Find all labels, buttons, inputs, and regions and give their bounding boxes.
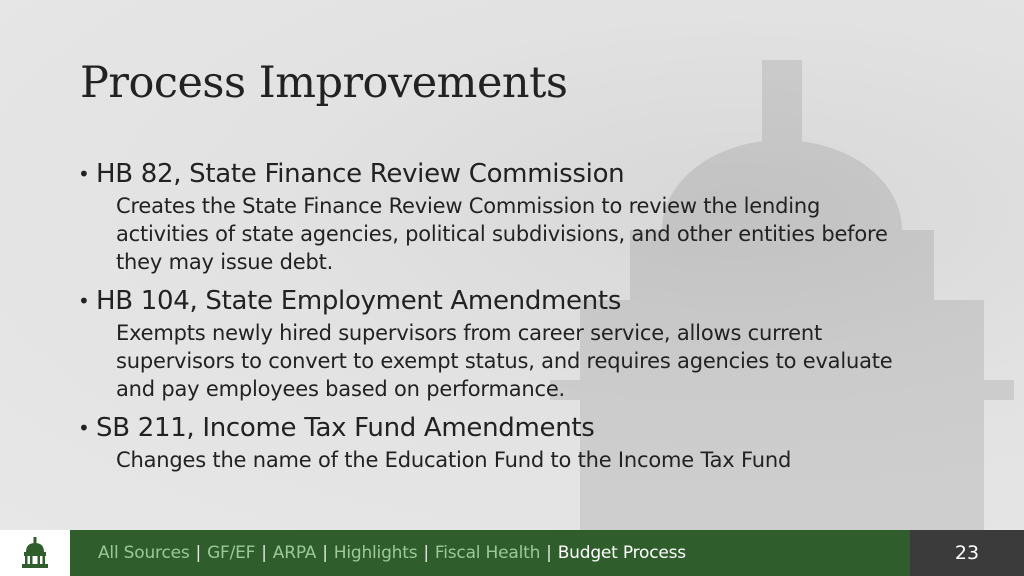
- bullet-title: HB 104, State Employment Amendments: [96, 286, 622, 316]
- nav-separator: |: [322, 543, 328, 563]
- bullet-item: [78, 284, 958, 403]
- bullet-description: Creates the State Finance Review Commission to review the lending activities of state agencies, political subdivisions, and other entities before they may issue debt.: [116, 194, 888, 274]
- footer-nav: [98, 543, 910, 563]
- bullet-description: Exempts newly hired supervisors from career service, allows current supervisors to convert to exempt status, and requires agencies to evaluate and pay employees based on performance.: [116, 321, 893, 401]
- logo: [0, 530, 70, 576]
- nav-separator: |: [261, 543, 267, 563]
- nav-link-arpa[interactable]: ARPA: [272, 543, 317, 563]
- nav-link-highlights[interactable]: Highlights: [333, 543, 418, 563]
- bullet-title: SB 211, Income Tax Fund Amendments: [96, 413, 595, 443]
- bullet-title: HB 82, State Finance Review Commission: [96, 159, 625, 189]
- nav-link-fiscal-health[interactable]: Fiscal Health: [434, 543, 541, 563]
- nav-separator: |: [423, 543, 429, 563]
- nav-separator: |: [195, 543, 202, 563]
- bullet-dot-icon: •: [78, 289, 90, 313]
- bullet-item: [78, 411, 958, 474]
- nav-separator: |: [546, 543, 552, 563]
- slide-title: Process Improvements: [80, 58, 568, 108]
- nav-link-budget-process[interactable]: Budget Process: [557, 543, 686, 563]
- bullet-dot-icon: •: [78, 416, 90, 440]
- footer-bar: [0, 530, 1024, 576]
- page-number: 23: [910, 530, 1024, 576]
- bullet-dot-icon: •: [78, 162, 90, 186]
- nav-link-gf-ef[interactable]: GF/EF: [207, 543, 256, 563]
- bullet-description: Changes the name of the Education Fund to the Income Tax Fund: [116, 448, 792, 472]
- capitol-dome-icon: [20, 536, 50, 570]
- nav-link-all-sources[interactable]: All Sources: [98, 543, 190, 563]
- bullet-list: [78, 157, 958, 482]
- bullet-item: [78, 157, 958, 276]
